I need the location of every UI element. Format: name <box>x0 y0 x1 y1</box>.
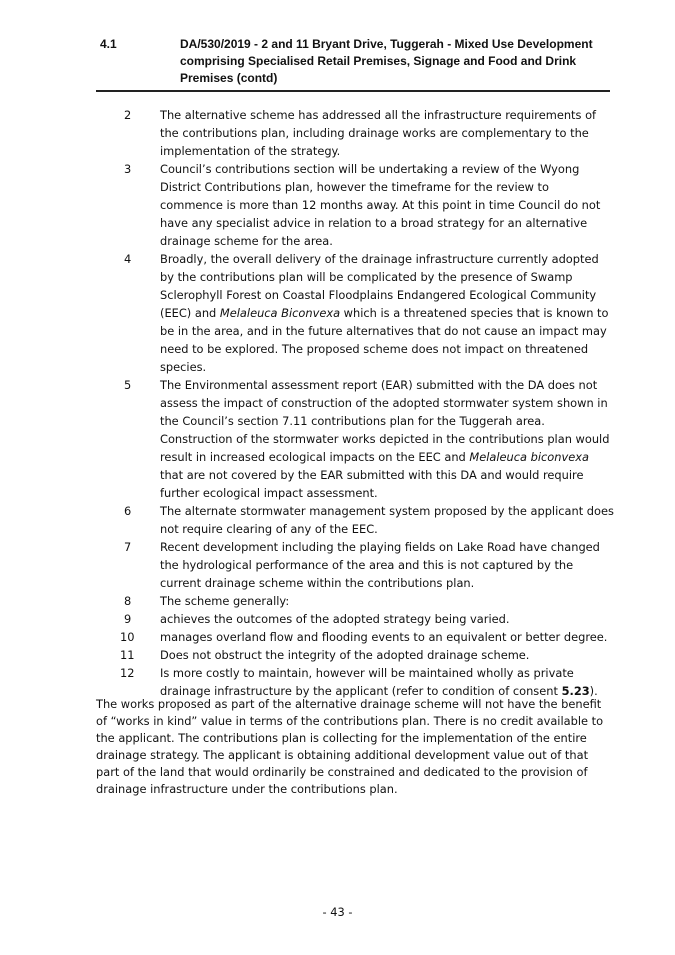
body-paragraph: The works proposed as part of the alternative drainage scheme will not have the benefit of “works in kind” value in terms of the contributions plan. There is no credit available to the applicant. The contributions plan is collecting for the implementation of the entire drainage strategy. The applicant is obtaining additional development value out of that part of the land that would ordinarily be constrained and dedicated to the provision of drainage infrastructure under the contributions plan. <box>96 697 604 796</box>
text-segment: which is a threatened species that is known to be in the area, and in the future alternatives that do not cause an impact may need to be explored. The proposed scheme does not impact on threatened species. <box>160 306 609 374</box>
list-item <box>96 376 614 502</box>
list-item-number: 9 <box>124 612 132 626</box>
list-item-number: 8 <box>124 594 132 608</box>
list-item-number: 3 <box>124 162 132 176</box>
list-item-number: 5 <box>124 378 132 392</box>
list-item-text <box>160 664 614 700</box>
text-segment: The Environmental assessment report (EAR) submitted with the DA does not assess the impact of construction of the adopted stormwater system shown in the Council’s section 7.11 contributions plan for the Tuggerah area. Construction of the stormwater works depicted in the contributions plan would result in increased ecological impacts on the EEC and <box>160 378 610 464</box>
list-item-text <box>160 376 614 502</box>
list-item <box>96 664 614 700</box>
text-segment: that are not covered by the EAR submitted with this DA and would require further ecological impact assessment. <box>160 468 584 500</box>
list-item-number: 12 <box>120 666 135 680</box>
list-item-number: 10 <box>120 630 135 644</box>
species-name: Melaleuca Biconvexa <box>219 306 341 320</box>
list-item <box>96 628 614 646</box>
item-header <box>96 36 610 92</box>
text-segment: Broadly, the overall delivery of the drainage infrastructure currently adopted by the contributions plan will be complicated by the presence of Swamp Sclerophyll Forest on Coastal Floodplains Endangered Ecological Community (EEC) and <box>160 252 599 320</box>
list-item-text: The scheme generally: <box>160 594 290 608</box>
page-number: - 43 - <box>322 905 353 919</box>
list-item-number: 7 <box>124 540 132 554</box>
item-title: DA/530/2019 - 2 and 11 Bryant Drive, Tuggerah - Mixed Use Development comprising Specialised Retail Premises, Signage and Food and Drink Premises (contd) <box>180 37 593 85</box>
list-item-text: The alternate stormwater management system proposed by the applicant does not require clearing of any of the EEC. <box>160 504 614 536</box>
item-number: 4.1 <box>100 37 117 51</box>
list-item-number: 2 <box>124 108 132 122</box>
list-item <box>96 502 614 538</box>
list-item-text: Recent development including the playing fields on Lake Road have changed the hydrological performance of the area and this is not captured by the current drainage scheme within the contributions plan. <box>160 540 600 590</box>
condition-reference: 5.23 <box>561 684 590 698</box>
list-item <box>96 106 614 160</box>
list-item <box>96 610 614 628</box>
list-item <box>96 646 614 664</box>
list-item <box>96 592 614 610</box>
text-segment: ). <box>589 684 598 698</box>
list-item-text: manages overland flow and flooding events to an equivalent or better degree. <box>160 630 608 644</box>
list-item-text: achieves the outcomes of the adopted strategy being varied. <box>160 612 510 626</box>
list-item-text: The alternative scheme has addressed all the infrastructure requirements of the contributions plan, including drainage works are complementary to the implementation of the strategy. <box>160 108 597 158</box>
list-item <box>96 538 614 592</box>
list-item-text: Does not obstruct the integrity of the adopted drainage scheme. <box>160 648 530 662</box>
text-segment: Is more costly to maintain, however will be maintained wholly as private drainage infrastructure by the applicant (refer to condition of consent <box>160 666 574 698</box>
list-item-number: 4 <box>124 252 132 266</box>
list-item <box>96 250 614 376</box>
list-item-number: 11 <box>120 648 135 662</box>
list-item-text <box>160 250 614 376</box>
list-item <box>96 160 614 250</box>
list-item-number: 6 <box>124 504 132 518</box>
numbered-list <box>96 106 614 700</box>
list-item-text: Council’s contributions section will be undertaking a review of the Wyong District Contributions plan, however the timeframe for the review to commence is more than 12 months away. At this point in time Council do not have any specialist advice in relation to a broad strategy for an alternative drainage scheme for the area. <box>160 162 601 248</box>
species-name: Melaleuca biconvexa <box>469 450 589 464</box>
